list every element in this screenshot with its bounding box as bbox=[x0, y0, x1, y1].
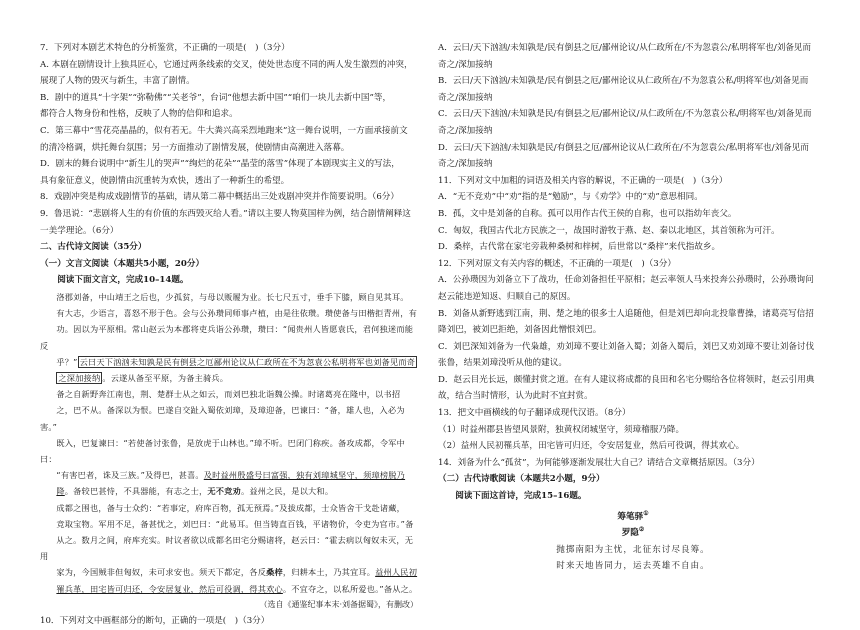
passage-p2: 备之自新野奔江南也，荆、楚群士从之如云，而刘巴独北诣魏公操。时诸葛亮在隆中，以书招 bbox=[56, 389, 401, 400]
section-2-heading: 二、古代诗文阅读（35分） bbox=[40, 242, 147, 253]
underlined-sentence-1-end: 降 bbox=[56, 486, 65, 497]
passage-p2-line2: 之，巴不从。备深以为恨。巴遂自交趾入蜀依刘璋，及璋迎备，巴谏曰：“备，雄人也，入必为害。” bbox=[40, 405, 405, 432]
question-8: 8．戏剧冲突是构成戏剧情节的基础，请从第二幕中概括出三处戏剧冲突并作简要说明。（6分） bbox=[40, 192, 399, 203]
underlined-sentence-1: 及时益州殷盛号曰富强，独有刘璋城坚守，须璋榜脱乃 bbox=[203, 470, 406, 481]
passage-p1-line3: 功。因以为平原相。常山赵云为本郡将吏兵诣公孙瓒，瓒曰：“闻贵州人皆愿袁氏，君何独迷而能反 bbox=[40, 324, 414, 351]
passage-p3: 成都之围也，备与士众约：“若事定，府库百物，孤无预焉。”及拔成都，士众皆舍干戈赴诸藏， bbox=[56, 502, 406, 513]
q7-option-a: A. 本剧在剧情设计上独具匠心，它通过两条线索的交叉，使处世态度不同的两人发生激烈的冲突， bbox=[40, 59, 413, 70]
footnote-marker: ① bbox=[643, 509, 649, 517]
q7-option-b: B．剧中的道具“十字架”“弥勒佛”“关老爷”，台词“他想去新中国”“咱们一块儿去新中国”等， bbox=[40, 92, 392, 103]
footnote-marker: ② bbox=[638, 526, 645, 534]
underlined-sentence-2-end: 罹兵革，田宅皆可归还，令安居复业，然后可役调，得其欢心 bbox=[56, 583, 283, 594]
passage-text: 。不宜夺之，以私所爱也。”备从之。 bbox=[282, 583, 418, 594]
passage-text: “有害巴者，诛及三族。”及得巴，甚喜。 bbox=[56, 470, 204, 481]
q13-item-1: （1）时益州郡县皆望风景附，独黄权闭城坚守，须璋稽服乃降。 bbox=[438, 424, 685, 435]
q10-option-b: B．云曰/天下汹汹/未知孰是/民有倒县之厄/鄙州论议从仁政所在/不为忽袁公私/明将军也/刘备见而 bbox=[438, 76, 809, 87]
q10-option-c: C．云曰/天下汹汹/未知孰是民/有倒县之厄/鄙州论议/从仁政所在/不为忽袁公私/明将军也/刘备见而 bbox=[438, 109, 812, 120]
q7-option-c-cont: 的清冷格调，烘托舞台氛围；另一方面推动了剧情发展，使剧情由高潮进入落幕。 bbox=[40, 142, 350, 153]
question-10: 10．下列对文中画框部分的断句，正确的一项是( )（3分） bbox=[40, 616, 270, 627]
q7-option-d-cont: 具有象征意义，使剧情由沉重转为欢快，透出了一种新生的希望。 bbox=[40, 175, 290, 186]
passage-p1-line5 bbox=[40, 370, 418, 386]
subsection-2-heading: （二）古代诗歌阅读（本题共2小题，9分） bbox=[438, 474, 605, 485]
q10-option-a: A．云曰/天下汹汹/未知孰是/民有倒县之厄/鄙州论议/从仁政所在/不为忽袁公/私明将军也/刘备见而 bbox=[438, 43, 812, 53]
q11-option-a: A．“无不竞劝”中“劝”指的是“勉励”，与《劝学》中的“劝”意思相同。 bbox=[438, 192, 703, 203]
passage-p2-line5 bbox=[40, 483, 418, 499]
passage-p1-line4 bbox=[40, 354, 418, 370]
bold-term-sangzi: 桑梓 bbox=[266, 567, 283, 578]
q10-option-a-cont: 奇之/深加接纳 bbox=[438, 59, 493, 70]
q7-option-b-cont: 都符合人物身份和性格，反映了人物的信仰和追求。 bbox=[40, 109, 238, 120]
question-14: 14．刘备为什么“孤贫”，为何能够逐渐发展壮大自己？请结合文章概括原因。（3分） bbox=[438, 457, 760, 468]
poem-line-2: 时来天地皆同力，运去英雄不自由。 bbox=[556, 561, 710, 572]
passage-text: 。备较巴甚恃，不具器能，有志之士， bbox=[64, 486, 208, 497]
underlined-sentence-2: 益州人民初 bbox=[375, 567, 418, 578]
q10-option-d-cont: 奇之/深加接纳 bbox=[438, 159, 493, 170]
q12-option-a: A．公孙瓒因为刘备立下了战功，任命刘备担任平原相；赵云率领人马来投奔公孙瓒时，公孙瓒询问 bbox=[438, 275, 814, 286]
q12-option-a-cont: 赵云能违逆知返、归顺自己的原因。 bbox=[438, 291, 576, 302]
passage-p3-line5 bbox=[40, 581, 418, 597]
right-column bbox=[438, 40, 828, 575]
poem-author-text: 罗隐 bbox=[621, 528, 639, 539]
question-9-cont: 一美学理论。（6分） bbox=[40, 225, 119, 236]
q7-option-d: D．剧末的舞台说明中“新生儿的哭声”“绚烂的花朵”“晶莹的落雪”体现了本剧现实主义的写法， bbox=[40, 159, 400, 170]
passage-text: 。云遂从备至平原，为备主骑兵。 bbox=[102, 372, 229, 383]
poem-line-1: 抛掷南阳为主忧，北征东讨尽良筹。 bbox=[556, 544, 710, 555]
subsection-2-instruction: 阅读下面这首诗，完成15–16题。 bbox=[455, 491, 587, 502]
passage-text: 乎？” bbox=[56, 356, 78, 367]
passage-text: 。益州之民，是以大和。 bbox=[240, 486, 334, 497]
q12-option-d-cont: 故，结合当时情形，认为此时不宜封赏。 bbox=[438, 391, 593, 402]
q7-option-a-cont: 展现了人物的毁灭与新生，丰富了剧情。 bbox=[40, 76, 195, 87]
q12-option-d: D．赵云目光长远，颇懂封赏之道。在有人建议将成都的良田和名宅分赐给各位将领时，赵云引用典 bbox=[438, 374, 815, 385]
passage-text: ，归耕本土，乃其宜耳。 bbox=[282, 567, 376, 578]
poem-title-text: 筹笔驿 bbox=[617, 511, 644, 522]
q11-option-d: D．桑梓，古代常在家宅旁栽种桑树和梓树，后世常以“桑梓”来代指故乡。 bbox=[438, 242, 721, 253]
passage-p2-line4 bbox=[40, 467, 418, 483]
passage-p1: 洛郡刘备，中山靖王之后也，少孤贫，与母以贩履为业。长七尺五寸，垂手下膝，顾自见其耳。 bbox=[56, 291, 409, 302]
q11-option-b: B．孤，文中是刘备的自称。孤可以用作古代王侯的自称，也可以指幼年丧父。 bbox=[438, 208, 737, 219]
poem-title bbox=[438, 509, 828, 526]
passage-p3-line2: 竞取宝物。军用不足，备甚忧之，刘巴曰：“此易耳。但当铸直百钱，平诸物价，令吏为官市。”备 bbox=[56, 518, 414, 529]
passage-p3-line3: 从之。数月之间，府库充实。时议者欲以成都名田宅分赐诸将，赵云曰：“霍去病以匈奴未灭，无用 bbox=[40, 534, 414, 562]
passage-text: 家为，今国贼非但匈奴，未可求安也。须天下都定，各反 bbox=[56, 567, 267, 578]
passage-p2-line3: 既入，巴复谏曰：“若使备讨张鲁，是放虎于山林也。”璋不听。巴闭门称疾。备攻成都，令军中曰： bbox=[40, 437, 406, 464]
boxed-sentence: 云曰天下汹汹未知孰是民有倒县之厄鄙州论议从仁政所在不为忽袁公私明将军也刘备见而奇 bbox=[79, 356, 416, 367]
question-7-stem: 7．下列对本剧艺术特色的分析鉴赏，不正确的一项是( )（3分） bbox=[40, 43, 290, 53]
q12-option-b-cont: 降刘巴，被刘巴拒绝，刘备因此憎恨刘巴。 bbox=[438, 325, 602, 336]
subsection-1-instruction: 阅读下面文言文，完成10–14题。 bbox=[57, 275, 189, 286]
passage-p3-line4 bbox=[40, 564, 418, 580]
q12-option-b: B．刘备从新野逃到江南，荆、楚之地的很多士人追随他，但是刘巴却向北投靠曹操，诸葛亮写信招 bbox=[438, 308, 814, 319]
bold-term-quanquan: 无不竞劝 bbox=[207, 486, 241, 497]
question-9: 9．鲁迅说：“悲剧将人生的有价值的东西毁灭给人看。”请以主要人物莫国梓为例，结合剧情阐释这 bbox=[40, 208, 411, 219]
q10-option-d: D．云曰/天下汹汹/未知孰是民/有倒县之厄/鄙州论议从仁政所在/不为忽袁公/私明将军也/刘备见而 bbox=[438, 142, 809, 153]
q11-option-c: C．匈奴，我国古代北方民族之一，战国时游牧于燕、赵、秦以北地区，其首领称为可汗。 bbox=[438, 225, 780, 236]
subsection-1-heading: （一）文言文阅读（本题共5小题，20分） bbox=[40, 258, 205, 269]
poem-author bbox=[438, 525, 828, 542]
left-column bbox=[40, 40, 418, 630]
question-11: 11．下列对文中加粗的词语及相关内容的解说，不正确的一项是( )（3分） bbox=[438, 175, 728, 186]
q7-option-c: C．第三幕中“雪花亮晶晶的，似有若无。牛大粪兴高采烈地跑来”这一舞台说明，一方面承接前文 bbox=[40, 125, 408, 136]
passage-source: （选自《通鉴纪事本末·刘备据蜀》，有删改） bbox=[259, 599, 418, 609]
q12-option-c: C．刘巴深知刘备为一代枭雄，劝刘璋不要让刘备入蜀；刘备入蜀后，刘巴又劝刘璋不要让刘备讨伐 bbox=[438, 341, 815, 352]
question-12: 12．下列对原文有关内容的概述，不正确的一项是( )（3分） bbox=[438, 258, 676, 269]
boxed-sentence-end: 之深加接纳 bbox=[58, 372, 101, 383]
q10-option-b-cont: 奇之/深加接纳 bbox=[438, 92, 493, 103]
q13-item-2: （2）益州人民初罹兵革，田宅皆可归还，令安居复业，然后可役调，得其欢心。 bbox=[438, 441, 745, 452]
q10-option-c-cont: 奇之/深加接纳 bbox=[438, 125, 493, 136]
question-13: 13．把文中画横线的句子翻译成现代汉语。（8分） bbox=[438, 408, 631, 419]
q12-option-c-cont: 张鲁，结果刘璋没听从他的建议。 bbox=[438, 358, 567, 369]
passage-p1-line2: 有大志，少语言，喜怒不形于色。会与公孙瓒同师事卢植，由是往依瓒。瓒使备与田楷拒青州，有 bbox=[56, 308, 418, 319]
